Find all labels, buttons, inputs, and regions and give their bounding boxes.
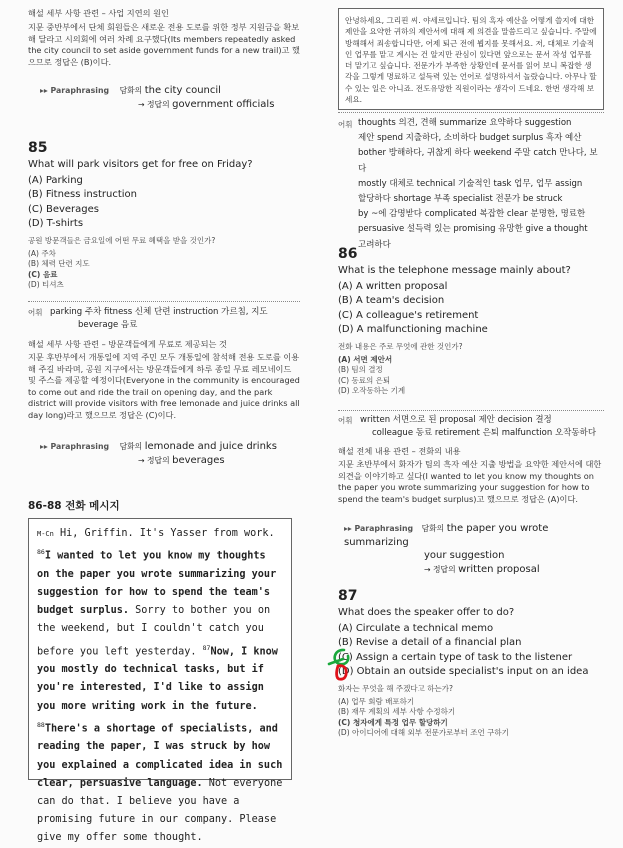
question-85-explanation-header: 해설 세부 사항 관련 – 방문객들에게 무료로 제공되는 것 [28,339,227,349]
vocab-line: 고려하다 [358,239,391,250]
paraphrasing-tag: ▸▸ Paraphrasing [40,442,110,451]
vocab-line: persuasive 설득력 있는 promising 유망한 give a thought [358,224,588,235]
ko-option-answer: (A) 서면 제안서 [338,354,393,364]
passage-box [28,518,292,844]
q85-paraphrasing [40,440,300,467]
vocab-label: 어휘 [338,416,353,425]
reference-88: 88 [37,720,45,729]
question-86-options [338,280,604,337]
passage-segment: Not everyone can do that. I believe you have a promising future in our company. Please give my offer some thought. [37,777,283,844]
question-86-explanation-header: 해설 전체 내용 관련 – 전화의 내용 [338,446,461,456]
para-answer: written proposal [458,563,540,575]
option[interactable]: (C) Beverages [28,203,99,215]
vocab-label: 어휘 [28,308,43,317]
vocab-label: 어휘 [338,120,353,129]
para-label: 담화의 [119,86,143,95]
option[interactable]: (A) Parking [28,175,83,186]
para-answer: beverages [172,454,225,466]
ko-option-answer: (C) 음료 [28,269,58,279]
para-source: the paper you wrote summarizing [344,523,549,548]
question-87-ko [338,684,604,739]
option[interactable]: (C) A colleague's retirement [338,309,479,321]
vocab-line: colleague 동료 retirement 은퇴 malfunction 오작동하다 [372,428,597,438]
vocab-line: parking 주차 fitness 신체 단련 instruction 가르침, 지도 [50,307,268,317]
ko-question: 전화 내용은 주로 무엇에 관한 것인가? [338,342,463,351]
question-87-text: What does the speaker offer to do? [338,607,515,618]
speaker-tag: M-Cn [37,530,54,538]
vocab-line: by ~에 감명받다 complicated 복잡한 clear 분명한, 명료한 [358,209,586,220]
question-85-text: What will park visitors get for free on Friday? [28,159,253,170]
ko-option-answer: (C) 청자에게 특정 업무 할당하기 [338,717,448,727]
q84-paraphrasing [40,84,300,111]
option[interactable]: (D) A malfunctioning machine [338,323,488,335]
question-87-options [338,622,608,679]
option[interactable]: (B) A team's decision [338,295,445,307]
passage-key-segment: I wanted to let you know my thoughts on the paper you wrote summarizing your suggestion for how to spend the team's budget surplus. [37,550,277,617]
para-answer: government officials [172,98,275,110]
question-86-explanation-body: 지문 초반부에서 화자가 팀의 흑자 예산 지출 방법을 요약한 제안서에 대한 의견을 이야기하고 싶다(I wanted to let you know my thoughts on the paper you wrote summarizing your suggestion for how to spend the team's budget surplus)고 했으므로 정답은 (A)이다. [338,459,602,504]
para-source: the city council [144,85,221,96]
section-title: 86-88 전화 메시지 [28,500,120,512]
vocab-line: mostly 대체로 technical 기술적인 task 업무, 업무 assign [358,178,583,189]
reference-87: 87 [202,643,211,652]
ko-option: (D) 티셔츠 [28,280,64,289]
passage-segment: Sorry to bother you on the weekend, but I couldn't catch you before you left yesterday. [37,605,271,657]
divider [28,301,300,302]
passage-text [37,525,283,848]
para-source: lemonade and juice drinks [144,441,277,452]
para-label: → 정답의 [138,455,170,465]
passage-key-segment: Now, I know you mostly do technical tasks, but if you're interested, I'd like to assign you more writing work in the future. [37,646,278,712]
ko-option: (B) 체력 단련 지도 [28,259,90,268]
question-87-number: 87 [338,588,358,604]
question-85-options [28,174,300,231]
divider [338,410,604,411]
vocab-line: beverage 음료 [78,320,138,330]
question-86-number: 86 [338,246,358,262]
question-85-ko [28,236,300,291]
ko-option: (C) 동료의 은퇴 [338,375,391,385]
ko-option: (A) 주차 [28,248,56,258]
option[interactable]: (D) Obtain an outside specialist's input on an idea [338,665,589,677]
translation-box [338,8,604,110]
question-86-ko [338,342,604,397]
vocab-line: written 서면으로 된 proposal 제안 decision 결정 [360,415,552,425]
red-circle-mark [337,666,347,680]
question-86-vocab [338,414,604,440]
option[interactable]: (C) Assign a certain type of task to the listener [338,651,573,663]
handwritten-marks [326,640,362,682]
passage-segment: Hi, Griffin. It's Yasser from work. [60,528,275,539]
para-label: → 정답의 [424,564,456,574]
passage-key-segment: There's a shortage of specialists, and reading the paper, I was struck by how you explained a complicated idea in such clear, persuasive language. [37,723,283,789]
q84-explanation-body: 지문 중반부에서 단체 회원들은 새로운 전용 도로를 위한 정부 지원금을 확보해 달라고 시의회에 여러 차례 요구했다(Its members repeatedly asked the city council to set aside government funds for a new trail)고 했으므로 정답은 (B)이다. [28,22,300,67]
translation-text: 안녕하세요, 그리핀 씨. 야세르입니다. 팀의 흑자 예산을 어떻게 쓸지에 대한 제안을 요약한 귀하의 제안서에 대해 제 의견을 말씀드리고 싶습니다. 주말에 방해해서 죄송합니다만, 어제 퇴근 전에 뵙지를 못해서요. 저, 대체로 기술적인 업무를 맡고 계시는 건 알지만 관심이 있다면 앞으로는 문서 작성 업무를 더 맡기고 싶습니다. 전문가가 부족한 상황인데 문서를 읽어 보니 복잡한 생각을 그렇게 명료하고 설득력 있는 언어로 설명하셔서 놀랐습니다. 아무나 할 수 있는 일은 아니죠. 전도유망한 직원이라는 생각이 드네요. 한번 생각해 보세요. [345,16,597,105]
option[interactable]: (A) Circulate a technical memo [338,623,494,634]
option[interactable]: (B) Fitness instruction [28,189,138,201]
vocab-line: 할당하다 shortage 부족 specialist 전문가 be struck [358,194,563,205]
ko-option: (D) 오작동하는 기계 [338,386,406,395]
ko-question: 화자는 무엇을 해 주겠다고 하는가? [338,684,453,693]
ko-question: 공원 방문객들은 금요일에 어떤 무료 혜택을 받을 것인가? [28,236,216,245]
paraphrasing-tag: ▸▸ Paraphrasing [40,86,110,95]
ko-option: (D) 아이디어에 대해 외부 전문가로부터 조언 구하기 [338,728,509,737]
para-label: 담화의 [119,442,143,451]
option[interactable]: (D) T-shirts [28,217,84,229]
vocab-line: bother 방해하다, 귀찮게 하다 weekend 주말 catch 만나다, 보다 [358,148,598,174]
ko-option: (A) 업무 회람 배포하기 [338,696,415,706]
question-86-text: What is the telephone message mainly about? [338,265,571,276]
divider [338,112,604,113]
ko-option: (B) 팀의 결정 [338,365,383,374]
vocab-line: thoughts 의견, 견해 summarize 요약하다 suggestion [358,118,572,128]
ko-option: (B) 재무 계획의 세부 사항 수정하기 [338,707,456,716]
vocab-line: 제안 spend 지출하다, 소비하다 budget surplus 흑자 예산 [358,133,582,144]
passage-vocab [338,116,604,253]
question-85-vocab [28,306,300,332]
para-source: your suggestion [424,550,505,561]
reference-86: 86 [37,548,45,557]
question-85-explanation-body: 지문 후반부에서 개통일에 지역 주민 모두 개통일에 참석해 전용 도로를 이용해 주길 바라며, 공원 지구에서는 방문객들에게 하루 종일 무료 레모네이드 및 주스를 제공할 예정이다(Everyone in the community is encouraged to come out and ride the trail on opening day, and the park district will provide visitors with free lemonade and juice drinks all day long)라고 했으므로 정답은 (C)이다. [28,352,300,420]
option[interactable]: (A) A written proposal [338,281,448,292]
q84-explanation-header: 해설 세부 사항 관련 – 사업 지연의 원인 [28,8,169,18]
para-label: → 정답의 [138,99,170,109]
paraphrasing-tag: ▸▸ Paraphrasing [344,524,414,533]
option[interactable]: (B) Revise a detail of a financial plan [338,637,522,649]
question-85-number: 85 [28,140,48,156]
q86-paraphrasing [344,522,604,576]
para-label: 담화의 [421,524,445,533]
